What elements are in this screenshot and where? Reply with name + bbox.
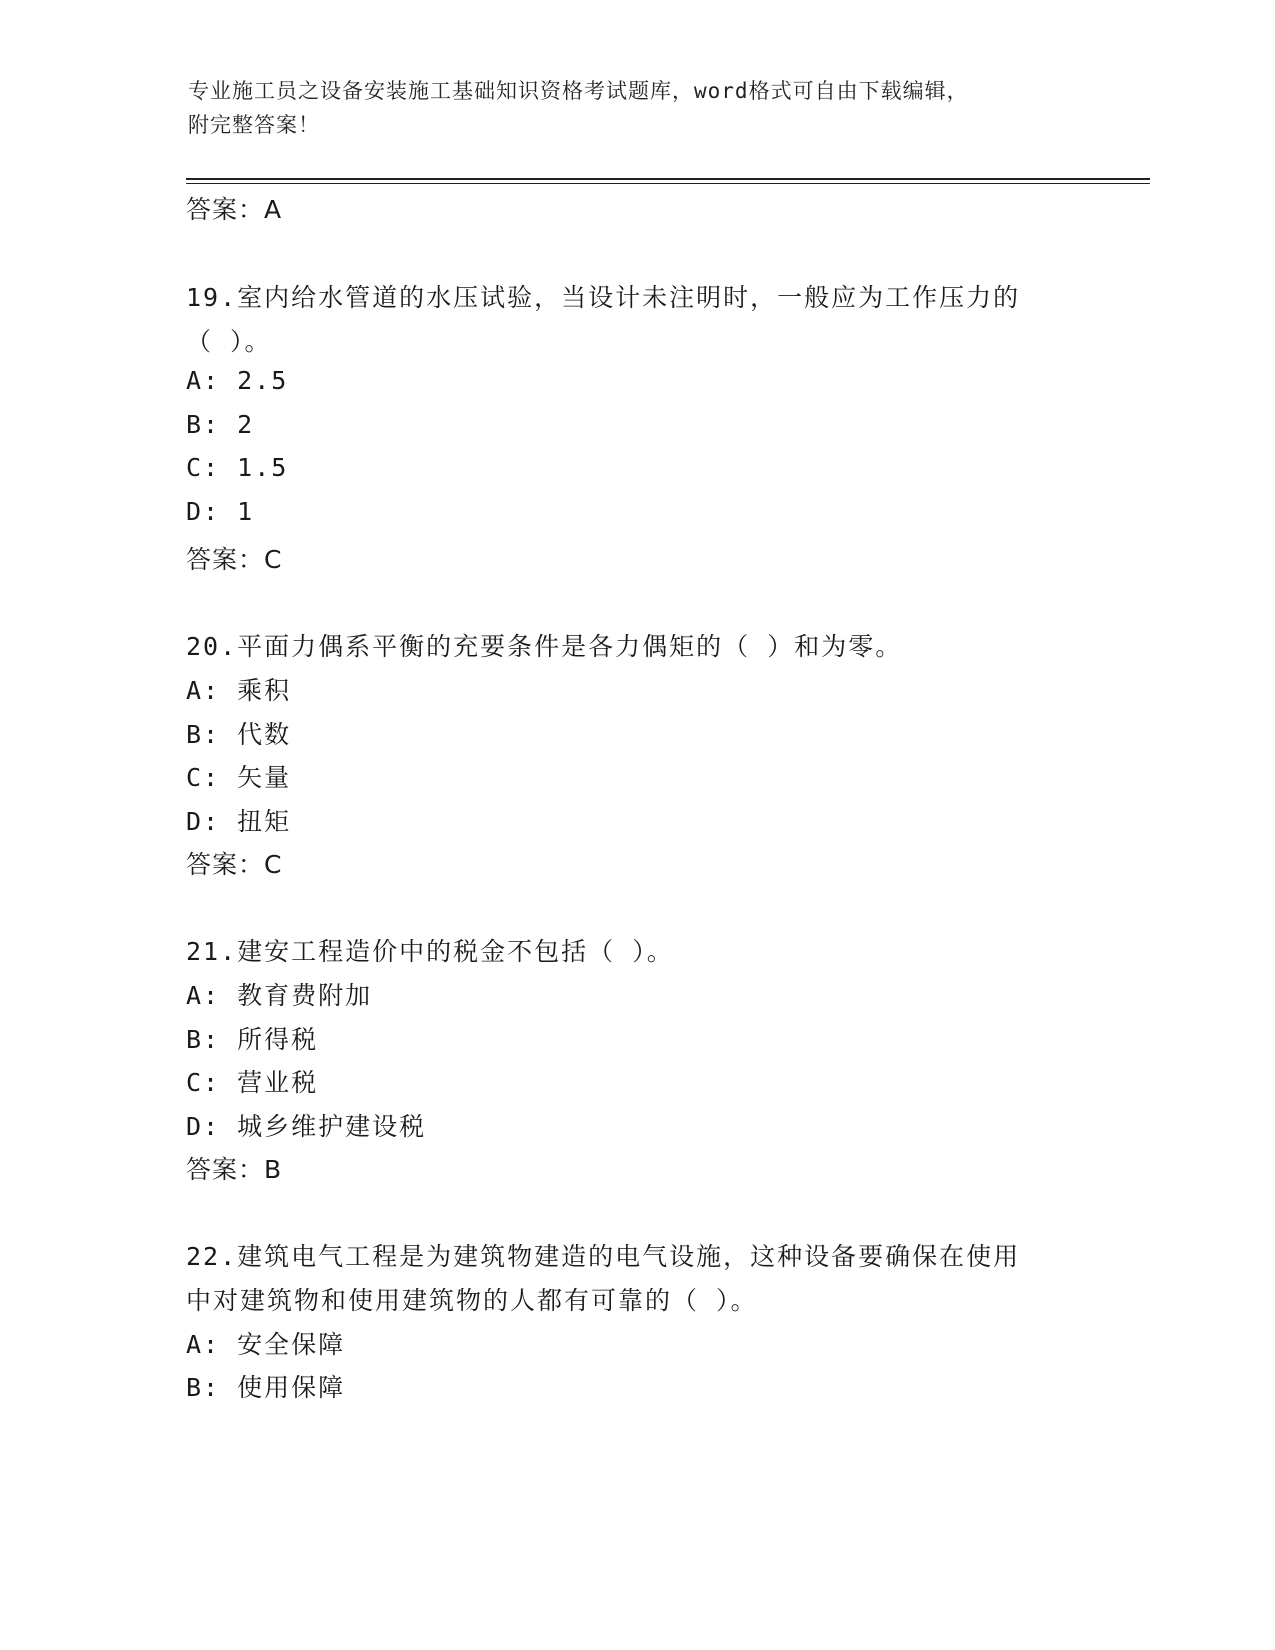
question-19-option-d: D: 1: [186, 497, 255, 526]
question-21-option-b: B: 所得税: [186, 1025, 319, 1054]
question-19-option-a: A: 2.5: [186, 366, 289, 395]
question-20-option-c: C: 矢量: [186, 763, 292, 792]
question-21-answer: 答案：B: [186, 1155, 283, 1184]
question-22-stem-line-2: 中对建筑物和使用建筑物的人都有可靠的（ ）。: [186, 1286, 758, 1315]
question-21-stem-line-1: 21.建安工程造价中的税金不包括（ ）。: [186, 937, 674, 966]
header-title-line-1: 专业施工员之设备安装施工基础知识资格考试题库，word格式可自由下载编辑，: [188, 79, 969, 103]
question-20-answer: 答案：C: [186, 850, 283, 879]
header-divider-thick: [186, 178, 1150, 180]
header-title-line-2: 附完整答案！: [188, 113, 320, 137]
question-22-stem-line-1: 22.建筑电气工程是为建筑物建造的电气设施，这种设备要确保在使用: [186, 1242, 1021, 1271]
document-header: [188, 74, 1068, 142]
question-21-option-d: D: 城乡维护建设税: [186, 1112, 427, 1141]
question-21-option-a: A: 教育费附加: [186, 981, 373, 1010]
question-21-option-c: C: 营业税: [186, 1068, 319, 1097]
question-20-stem-line-1: 20.平面力偶系平衡的充要条件是各力偶矩的（ ）和为零。: [186, 632, 903, 661]
question-19-stem-line-1: 19.室内给水管道的水压试验，当设计未注明时，一般应为工作压力的: [186, 283, 1021, 312]
question-22-option-a: A: 安全保障: [186, 1330, 346, 1359]
question-20-option-b: B: 代数: [186, 720, 292, 749]
previous-question-answer: 答案：A: [186, 195, 283, 224]
question-22-option-b: B: 使用保障: [186, 1373, 346, 1402]
question-19-stem-line-2: （ ）。: [186, 327, 272, 356]
question-20-option-d: D: 扭矩: [186, 807, 292, 836]
question-19-option-c: C: 1.5: [186, 453, 289, 482]
question-19-option-b: B: 2: [186, 410, 255, 439]
question-20-option-a: A: 乘积: [186, 676, 292, 705]
question-19-answer: 答案：C: [186, 545, 283, 574]
header-divider-thin: [186, 183, 1150, 184]
